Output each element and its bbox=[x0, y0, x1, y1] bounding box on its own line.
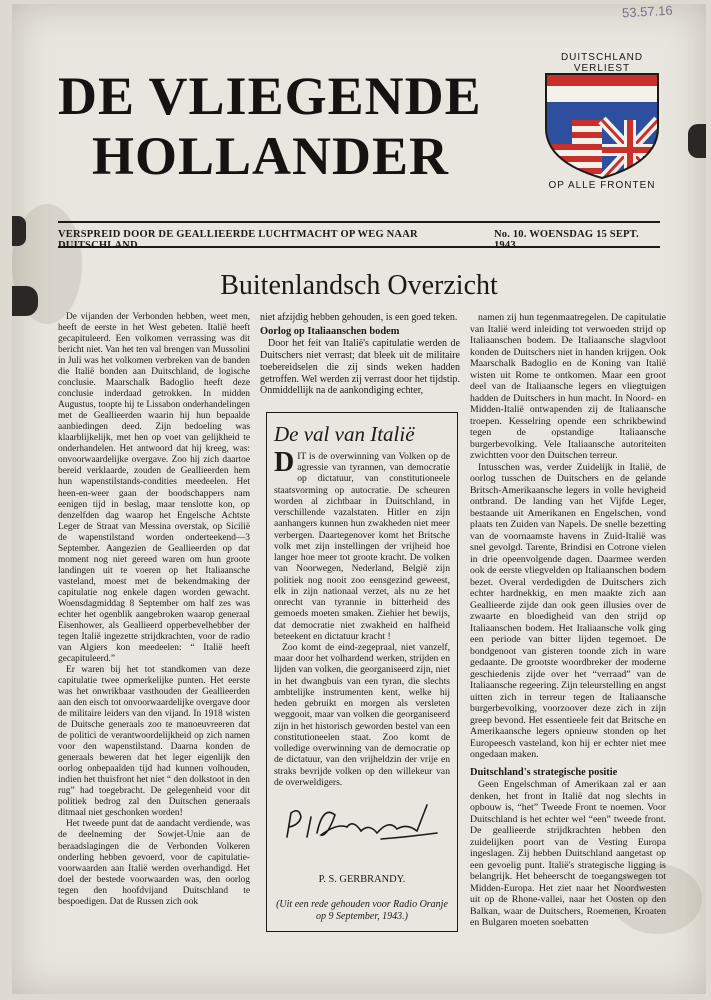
feature-box bbox=[266, 412, 458, 932]
shield-bottom-text: OP ALLE FRONTEN bbox=[548, 180, 656, 191]
dateline-distribution: VERSPREID DOOR DE GEALLIEERDE LUCHTMACHT OP WEG NAAR bbox=[58, 229, 418, 240]
article-paragraph: De vijanden der Verbonden hebben, weet men, heeft de eerste in het West gebeten. Italië heeft gecapituleerd. Een volkomen verrassing was dit bericht niet. Van het ten val brengen van Mussolini in Juli was het volkomen verbreken van de banden die Italië bonden aan Duitschland, de logische conclusie. Maarschalk Badoglio heeft deze conclusie inderdaad getrokken. In midden Augustus, toopte hij te Lissabon onderhandelingen met de Geallieerden waarin hij hun bepaalde aanbiedingen deed. Zijn bedoeling was klaarblijkelijk, met hen op voet van gelijkheid te onderhandelen. Het antwoord dat hij kreeg, was: onvoorwaardelijke overgave. Zoo hij zich daartoe bereid verklaarde, zouden de Geallieerden hem hun wapenstilstands-condities meedeelen. Het heen-en-weer gaan der boodschappers nam eenigen tijd in beslag, maar tenslotte kon, op denzelfden dag waarop het Engelsche Achtste Leger de Straat van Messina overstak, op Sicilië de wapenstilstand worden onderteekend—3 September. Aangezien de Geallieerden op dat moment nog niet gereed waren om hun groote landingen uit te voeren op het Italiaansche vasteland, moest met de bekendmaking der capitulatie nog enkele dagen worden gewacht. Woensdagmiddag 8 September om half zes was echter het ogenblik aangebroken waarop generaal Eisenhower, als Geallieerd opperbevelhebber der tegen Italië ingezette strijdkrachten, voor de radio van Algiers kon meedeelen: “ Italië heeft gecapituleerd.” bbox=[58, 312, 250, 664]
article-paragraph: Geen Engelschman of Amerikaan zal er aan denken, het front in Italië dat nog slechts in opbouw is, “het” Tweede Front te noemen. Voor Duitschland is het echter wel “een” tweede front. De geallieerde strijdkrachten hebben den zuidelijken poort van de Vesting Europa ingeslagen. Zij hebben Duitschland aangetast op een gevoelig punt. Italië's strategische ligging is belangrijk. Het beheerscht de toegangswegen tot Midden-Europa. Het ziet naar het Noordwesten uit op de Rhone-vallei, naar het Oosten op den Balkan, waar de Duitschers, Roemenen, Kroaten en Bulgaren moeten soebatten bbox=[470, 779, 666, 928]
masthead-line-2: HOLLANDER bbox=[92, 126, 450, 186]
paper-tear bbox=[12, 216, 26, 246]
article-column-2 bbox=[260, 312, 460, 397]
dateline-issue: No. 10. WOENSDAG 15 SEPT. bbox=[493, 229, 639, 240]
paper-tear bbox=[688, 124, 706, 158]
handwritten-signature bbox=[277, 793, 447, 853]
article-paragraph: Er waren bij het tot standkomen van deze capitulatie twee opmerkelijke punten. Het eerste was het onwrikbaar vasthouden der Geallieerden aan den eisch tot onvoorwaardelijke overgave door de militaire leiders van den vijand. In 1918 wisten de Duitsche generaals zoo te manoeuvreeren dat de politici de verantwoordelijkheid op zich namen voor den wapenstilstand. Daarna konden de generaals beweren dat het leger eigenlijk den oorlog onbepaalden tijd had kunnen volhouden, indien het thuisfront het niet “ den dolkstoot in den rug” had toegebracht. De gelegenheid voor dit politiek bedrog zal den Duitschen generaals ditmaal niet geschonken worden! bbox=[58, 665, 250, 819]
drop-cap: D bbox=[274, 447, 295, 478]
section-title: Buitenlandsch Overzicht bbox=[220, 270, 498, 301]
article-column-1 bbox=[58, 312, 250, 908]
feature-paragraph: Zoo komt de eind-zegepraal, niet vanzelf, maar door het volhardend werken, strijden en lijden van volken, die georganiseerd zijn, niet in het dwangbuis van een tyran, die slechts ambtelijke instrumenten kent, welke hij heden gebruikt en morgen als versleten weggooit, maar van volken die georganiseerd zijn in het historisch geworden bestel van een constitutioneelen staat. Zoo komt de volledige overwinning van de democratie op de dictatuur, van den vrijheldzin der vrije en straks bevrijde volken op den willekeur van de overweldigers. bbox=[274, 641, 450, 788]
archive-number: 53.57.16 bbox=[622, 2, 674, 21]
shield-top-text: DUITSCHLAND VERLIEST bbox=[560, 52, 644, 74]
signature-note: (Uit een rede gehouden voor Radio Oranje op 9 September, 1943.) bbox=[276, 899, 448, 922]
article-paragraph: Het tweede punt dat de aandacht verdiende, was de deelneming der Sowjet-Unie aan de beraadslagingen die de Verbonden Volkeren onderling hebben gevoerd, voor de capitulatie-voorwaarden aan Italië werden overhandigd. Het doel der bestede voorwaarden was, den oorlog tegen den hoofdvijand Duitschland te bespoedigen. Dat de Russen zich ook bbox=[58, 819, 250, 907]
subheading: Oorlog op Italiaanschen bodem bbox=[260, 325, 400, 337]
article-paragraph: niet afzijdig hebben gehouden, is een goed teken. bbox=[260, 312, 458, 323]
subheading: Duitschland's strategische positie bbox=[470, 766, 618, 778]
flag-shield-icon bbox=[540, 68, 664, 180]
masthead-title bbox=[58, 66, 528, 186]
paper-tear bbox=[12, 286, 38, 316]
article-paragraph: namen zij hun tegenmaatregelen. De capitulatie van Italië werd inleiding tot verwoeden strijd op Italiaanschen bodem. De Italiaansche slagvloot konden de Duitschers niet in handen krijgen. Ook Maarschalk Badoglio en de Koning van Italië wisten uit Rome te ontkomen. Maar een groot deel van de Italiaansche legers en vliegtuigen hadden de Duitschers in hun macht. In Noord- en Midden-Italië ontwapenden zij de Italiaansche troepen. Kesselring opende een schrikbewind tegen de opstandige Italiaansche burgerbevolking. Vele Italiaansche autoriteiten zwichtten voor den Duitschen terreur. bbox=[470, 312, 666, 461]
feature-paragraph: IT is de overwinning van Volken op de agressie van tyrannen, van democratie op dictatuur, van constitutioneele staatsvorming op autocratie. De scheuren worden al zichtbaar in Duitschland, in verschillende vazalstaten. Hitler en zijn aanhangers kunnen hun zwakheden niet meer verbergen. Daartegenover komt het Britsche volk met zijn instellingen der vrijheid hoe langer hoe meer tot groote kracht. De volken van Noorwegen, Nederland, België zijn politiek nog nooit zoo eensgezind geweest, elk in zijn nationaal verzet, als nu ze het onrecht van tyrannie in bitterheid des gemoeds moeten smaken. Ziehier het bewijs, dat democratie niet zwakheid en halfheid beteekent en dictatuur kracht ! bbox=[274, 451, 450, 642]
article-paragraph: Intusschen was, verder Zuidelijk in Italië, de oorlog tusschen de Duitschers en de gelande Britsch-Amerikaansche legers in volle hevigheid ontbrand. De landing van het Vijfde Leger, bestaande uit Amerikanen en Engelschen, vond plaats ten Zuiden van Napels. De snelle bezetting van de voornaamste havens in Zuid-Italië was snel gevolgd. Tarente, Brindisi en Cotrone vielen in drie opeenvolgende dagen. Daarmee werden ook de eerste vliegvelden op Italiaanschen bodem bezet. Overal verdedigden de Duitschers zich echter hardnekkig, en men maakte zich aan Geallieerde zijde dan ook geen illusies over de zwaarte en bloedigheid van den strijd op Italiaanschen bodem. Het Italiaansche volk ging een periode van bitter lijden tegemoet. De bondgenoot van gisteren toonde zich in ware gedaante. De grootste woordbreker der moderne geschiedenis zijde over het “verraad” van de Italiaansche regeering. Zijn teleurstelling en angst uitten zich in terreur tegen de Italiaansche burgerbevolking, voorzoover deze zich in zijn greep bevond. Het essentieele feit dat Britsche en Amerikaansche legers opnieuw stonden op het Europeesch vasteland, kon hij er echter niet mee ongedaan maken. bbox=[470, 461, 666, 760]
signature-name: P. S. GERBRANDY. bbox=[318, 873, 406, 885]
masthead-rule-bottom bbox=[58, 246, 660, 248]
flag-shield bbox=[532, 52, 672, 202]
article-paragraph: Door het feit van Italië's capitulatie werden de Duitschers niet verrast; dat bleek uit de militaire toebereidselen die zij sinds weken hadden getroffen. Wel werden zij verrast door het tijdstip. Onmiddellijk na de aankondiging echter, bbox=[260, 338, 460, 397]
masthead-line-1: DE VLIEGENDE bbox=[58, 66, 482, 126]
feature-box-title: De val van Italië bbox=[274, 422, 415, 446]
article-column-3 bbox=[470, 312, 666, 929]
masthead-rule-top bbox=[58, 221, 660, 223]
